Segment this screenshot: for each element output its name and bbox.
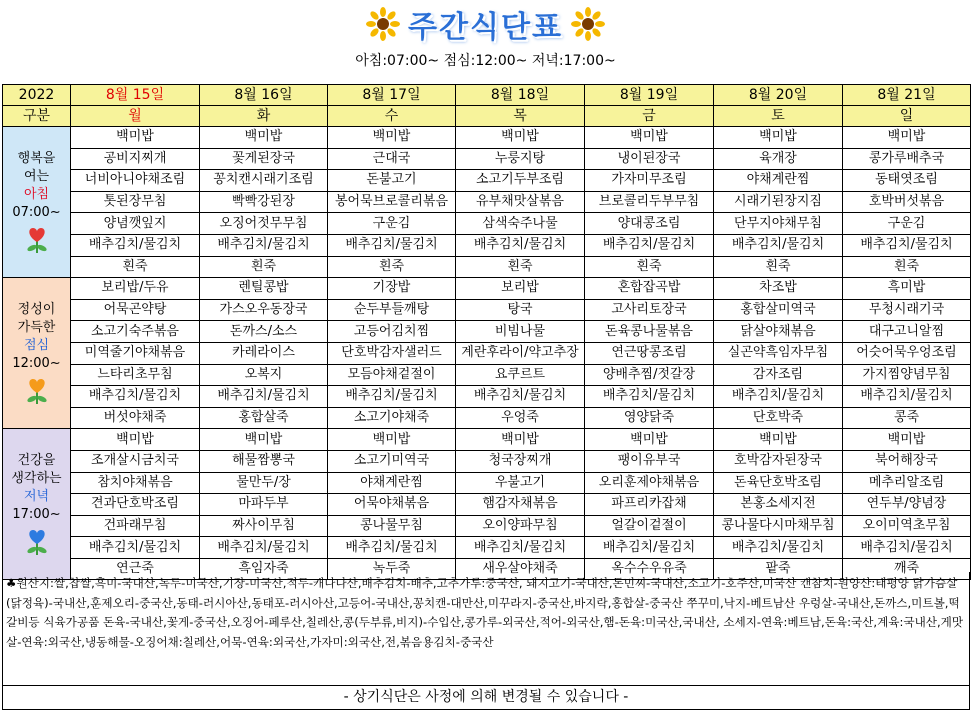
- dinner-menu-item: 소고기미역국: [328, 450, 456, 472]
- lunch-menu-item: 느타리초무침: [71, 364, 200, 386]
- dinner-row: [3, 450, 971, 472]
- weekday-cell: 토: [714, 106, 843, 127]
- dinner-menu-item: 해물짬뽕국: [200, 450, 328, 472]
- breakfast-menu-item: 공비지찌개: [71, 148, 200, 170]
- lunch-menu-item: 비빔나물: [456, 321, 585, 343]
- lunch-menu-item: 렌틸콩밥: [200, 278, 328, 300]
- breakfast-row: [3, 234, 971, 256]
- dinner-menu-item: 오이양파무침: [456, 515, 585, 537]
- sunflower-icon: [571, 7, 605, 41]
- dinner-menu-item: 오이미역초무침: [843, 515, 971, 537]
- breakfast-menu-item: 봉어묵브로콜리볶음: [328, 191, 456, 213]
- lunch-menu-item: 양배추찜/젓갈장: [585, 364, 714, 386]
- lunch-menu-item: 흑미밥: [843, 278, 971, 300]
- dinner-menu-item: 짜사이무침: [200, 515, 328, 537]
- dinner-menu-item: 참치야채볶음: [71, 472, 200, 494]
- dinner-menu-item: 백미밥: [456, 429, 585, 451]
- lunch-menu-item: 연근땅콩조림: [585, 342, 714, 364]
- lunch-menu-item: 고사리토장국: [585, 299, 714, 321]
- dinner-menu-item: 본홍소세지전: [714, 494, 843, 516]
- breakfast-row: [3, 170, 971, 192]
- dinner-menu-item: 배추김치/물김치: [843, 537, 971, 559]
- dinner-menu-item: 물만두/장: [200, 472, 328, 494]
- date-cell: 8월 15일: [71, 85, 200, 106]
- breakfast-menu-item: 콩가루배추국: [843, 148, 971, 170]
- breakfast-row: [3, 127, 971, 149]
- dinner-menu-item: 백미밥: [714, 429, 843, 451]
- lunch-row: [3, 342, 971, 364]
- breakfast-menu-item: 백미밥: [71, 127, 200, 149]
- category-header: 구분: [3, 106, 71, 127]
- lunch-menu-item: 홍합살죽: [200, 407, 328, 429]
- dinner-menu-item: 배추김치/물김치: [200, 537, 328, 559]
- dinner-menu-item: 배추김치/물김치: [714, 537, 843, 559]
- breakfast-menu-item: 단무지야채무침: [714, 213, 843, 235]
- lunch-menu-item: 배추김치/물김치: [200, 386, 328, 408]
- weekday-cell: 금: [585, 106, 714, 127]
- lunch-menu-item: 혼합잡곡밥: [585, 278, 714, 300]
- lunch-menu-item: 콩죽: [843, 407, 971, 429]
- breakfast-menu-item: 삼색숙주나물: [456, 213, 585, 235]
- lunch-menu-item: 차조밥: [714, 278, 843, 300]
- breakfast-menu-item: 가자미무조림: [585, 170, 714, 192]
- dinner-row: [3, 429, 971, 451]
- blue-heart-flower-icon: [22, 528, 52, 556]
- dinner-label-time: 17:00~: [12, 507, 61, 523]
- dinner-menu-item: 북어해장국: [843, 450, 971, 472]
- dinner-menu-item: 녹두죽: [328, 558, 456, 580]
- breakfast-menu-item: 흰죽: [714, 256, 843, 278]
- breakfast-menu-item: 배추김치/물김치: [328, 234, 456, 256]
- breakfast-row: [3, 256, 971, 278]
- lunch-label-time: 12:00~: [12, 356, 61, 372]
- lunch-row: [3, 278, 971, 300]
- breakfast-row: [3, 148, 971, 170]
- lunch-menu-item: 대구고니알찜: [843, 321, 971, 343]
- date-row: [3, 85, 971, 106]
- dinner-menu-item: 조개살시금치국: [71, 450, 200, 472]
- dinner-menu-item: 연근죽: [71, 558, 200, 580]
- date-cell: 8월 16일: [200, 85, 328, 106]
- weekday-cell: 월: [71, 106, 200, 127]
- breakfast-menu-item: 배추김치/물김치: [585, 234, 714, 256]
- dinner-menu-item: 야채계란찜: [328, 472, 456, 494]
- date-cell: 8월 21일: [843, 85, 971, 106]
- dinner-menu-item: 우불고기: [456, 472, 585, 494]
- date-cell: 8월 20일: [714, 85, 843, 106]
- breakfast-row: [3, 213, 971, 235]
- lunch-menu-item: 어묵곤약탕: [71, 299, 200, 321]
- breakfast-menu-item: 근대국: [328, 148, 456, 170]
- breakfast-menu-item: 호박버섯볶음: [843, 191, 971, 213]
- dinner-label-meal: 저녁: [23, 489, 50, 505]
- breakfast-menu-item: 구운김: [328, 213, 456, 235]
- lunch-menu-item: 배추김치/물김치: [585, 386, 714, 408]
- lunch-menu-item: 미역줄기야채볶음: [71, 342, 200, 364]
- breakfast-menu-item: 꽁치캔시래기조림: [200, 170, 328, 192]
- weekday-row: [3, 106, 971, 127]
- breakfast-menu-item: 양대콩조림: [585, 213, 714, 235]
- footer-note: - 상기식단은 사정에 의해 변경될 수 있습니다 -: [2, 686, 970, 710]
- dinner-menu-item: 오리훈제야채볶음: [585, 472, 714, 494]
- lunch-row: [3, 386, 971, 408]
- lunch-menu-item: 오복지: [200, 364, 328, 386]
- lunch-menu-item: 배추김치/물김치: [328, 386, 456, 408]
- dinner-menu-item: 백미밥: [843, 429, 971, 451]
- orange-heart-flower-icon: [22, 377, 52, 405]
- dinner-row: [3, 494, 971, 516]
- breakfast-menu-item: 흰죽: [456, 256, 585, 278]
- title-row: [0, 4, 971, 44]
- dinner-menu-item: 건파래무침: [71, 515, 200, 537]
- meal-times: 아침:07:00~ 점심:12:00~ 저녁:17:00~: [355, 53, 616, 69]
- origin-notice: ♣원산지:쌀,찹쌀,흑미-국내산,녹두-미국산,기장-미국산,적두-캐나다산,배추김치-배추,고추가루:중국산, 돼지고기-국내산,돈민찌-국내산,소고기-호주산,미국산 캔참치-원양산:태평양 닭가슴살(닭정육)-국내산,훈제오리-중국산,동태-러시아산,동태포-러시아산,고등어-국내산,꽁치캔-대만산,미꾸라지-중국산,바지락,홍합살-중국산 쭈꾸미,낙지-베트남산 우렁살-국내산,돈까스,미트볼,떡갈비등 식육가공품 돈육-국내산,꽃게-중국산,오징어-페루산,칠레산,콩(두부류,비지)-수입산,콩가루-외국산,적어-외국산,햄-돈육:미국산,국내산, 소세지-연육:베트남,돈육:국산,계육:국내산,게맛살-연육:외국산,냉동해물-오징어채:칠레산,어묵-연육:외국산,가자미:외국산,전,볶음용김치-중국산: [2, 572, 970, 686]
- date-cell: 8월 18일: [456, 85, 585, 106]
- lunch-menu-item: 모듬야채겉절이: [328, 364, 456, 386]
- breakfast-menu-item: 배추김치/물김치: [200, 234, 328, 256]
- dinner-menu-item: 배추김치/물김치: [328, 537, 456, 559]
- lunch-menu-item: 어슷어묵우엉조림: [843, 342, 971, 364]
- red-heart-flower-icon: [22, 226, 52, 254]
- breakfast-menu-item: 흰죽: [585, 256, 714, 278]
- breakfast-menu-item: 백미밥: [200, 127, 328, 149]
- lunch-menu-item: 보리밥: [456, 278, 585, 300]
- breakfast-menu-item: 누룽지탕: [456, 148, 585, 170]
- breakfast-menu-item: 톳된장무침: [71, 191, 200, 213]
- lunch-menu-item: 요쿠르트: [456, 364, 585, 386]
- dinner-menu-item: 견과단호박조림: [71, 494, 200, 516]
- dinner-menu-item: 백미밥: [585, 429, 714, 451]
- dinner-label: [3, 429, 71, 580]
- lunch-row: [3, 321, 971, 343]
- dinner-menu-item: 호박감자된장국: [714, 450, 843, 472]
- lunch-label-meal: 점심: [23, 338, 50, 354]
- breakfast-menu-item: 백미밥: [456, 127, 585, 149]
- lunch-menu-item: 감자조림: [714, 364, 843, 386]
- page-header: [0, 0, 971, 82]
- lunch-label: [3, 278, 71, 429]
- lunch-menu-item: 단호박죽: [714, 407, 843, 429]
- lunch-menu-item: 소고기숙주볶음: [71, 321, 200, 343]
- breakfast-label-line2: 여는: [23, 169, 50, 185]
- dinner-menu-item: 백미밥: [71, 429, 200, 451]
- dinner-menu-item: 깨죽: [843, 558, 971, 580]
- dinner-menu-item: 배추김치/물김치: [71, 537, 200, 559]
- lunch-label-line1: 정성이: [17, 302, 56, 318]
- breakfast-menu-item: 백미밥: [714, 127, 843, 149]
- dinner-menu-item: 청국장찌개: [456, 450, 585, 472]
- breakfast-menu-item: 빡빡강된장: [200, 191, 328, 213]
- lunch-menu-item: 고등어김치찜: [328, 321, 456, 343]
- breakfast-label-time: 07:00~: [12, 205, 61, 221]
- breakfast-label: [3, 127, 71, 278]
- lunch-menu-item: 소고기야채죽: [328, 407, 456, 429]
- dinner-menu-item: 어묵야채볶음: [328, 494, 456, 516]
- dinner-menu-item: 콩나물무침: [328, 515, 456, 537]
- breakfast-menu-item: 꽃게된장국: [200, 148, 328, 170]
- dinner-menu-item: 새우살야채죽: [456, 558, 585, 580]
- dinner-menu-item: 팽이유부국: [585, 450, 714, 472]
- lunch-menu-item: 가스오우동장국: [200, 299, 328, 321]
- lunch-menu-item: 홍합살미역국: [714, 299, 843, 321]
- breakfast-menu-item: 냉이된장국: [585, 148, 714, 170]
- breakfast-menu-item: 백미밥: [585, 127, 714, 149]
- dinner-label-line2: 생각하는: [11, 471, 62, 487]
- lunch-menu-item: 탕국: [456, 299, 585, 321]
- date-cell: 8월 17일: [328, 85, 456, 106]
- lunch-menu-item: 무청시래기국: [843, 299, 971, 321]
- lunch-menu-item: 영양닭죽: [585, 407, 714, 429]
- dinner-menu-item: 배추김치/물김치: [456, 537, 585, 559]
- dinner-menu-item: 옥수수우유죽: [585, 558, 714, 580]
- breakfast-menu-item: 흰죽: [328, 256, 456, 278]
- lunch-row: [3, 299, 971, 321]
- breakfast-menu-item: 흰죽: [843, 256, 971, 278]
- dinner-menu-item: 마파두부: [200, 494, 328, 516]
- dinner-menu-item: 백미밥: [200, 429, 328, 451]
- lunch-menu-item: 기장밥: [328, 278, 456, 300]
- lunch-menu-item: 돈육콩나물볶음: [585, 321, 714, 343]
- date-cell: 8월 19일: [585, 85, 714, 106]
- dinner-row: [3, 515, 971, 537]
- lunch-menu-item: 돈까스/소스: [200, 321, 328, 343]
- dinner-menu-item: 햄감자채볶음: [456, 494, 585, 516]
- sunflower-icon: [366, 7, 400, 41]
- lunch-menu-item: 버섯야채죽: [71, 407, 200, 429]
- dinner-menu-item: 메추리알조림: [843, 472, 971, 494]
- breakfast-menu-item: 동태엿조림: [843, 170, 971, 192]
- breakfast-menu-item: 배추김치/물김치: [843, 234, 971, 256]
- dinner-menu-item: 돈육단호박조림: [714, 472, 843, 494]
- dinner-menu-item: 흑임자죽: [200, 558, 328, 580]
- breakfast-menu-item: 돈불고기: [328, 170, 456, 192]
- breakfast-label-meal: 아침: [23, 187, 50, 203]
- breakfast-menu-item: 배추김치/물김치: [71, 234, 200, 256]
- breakfast-menu-item: 브로콜리두부무침: [585, 191, 714, 213]
- weekday-cell: 수: [328, 106, 456, 127]
- lunch-menu-item: 배추김치/물김치: [714, 386, 843, 408]
- breakfast-menu-item: 야채계란찜: [714, 170, 843, 192]
- breakfast-menu-item: 구운김: [843, 213, 971, 235]
- breakfast-menu-item: 배추김치/물김치: [456, 234, 585, 256]
- lunch-menu-item: 카레라이스: [200, 342, 328, 364]
- breakfast-menu-item: 너비아니야채조림: [71, 170, 200, 192]
- breakfast-menu-item: 배추김치/물김치: [714, 234, 843, 256]
- breakfast-menu-item: 육개장: [714, 148, 843, 170]
- breakfast-menu-item: 유부채맛살볶음: [456, 191, 585, 213]
- lunch-label-line2: 가득한: [17, 320, 56, 336]
- dinner-menu-item: 콩나물다시마채무침: [714, 515, 843, 537]
- lunch-menu-item: 우엉죽: [456, 407, 585, 429]
- breakfast-label-line1: 행복을: [17, 151, 56, 167]
- weekday-cell: 목: [456, 106, 585, 127]
- dinner-menu-item: 연두부/양념장: [843, 494, 971, 516]
- breakfast-menu-item: 백미밥: [843, 127, 971, 149]
- dinner-menu-item: 백미밥: [328, 429, 456, 451]
- dinner-row: [3, 537, 971, 559]
- lunch-menu-item: 가지찜양념무침: [843, 364, 971, 386]
- lunch-row: [3, 364, 971, 386]
- lunch-row: [3, 407, 971, 429]
- dinner-menu-item: 파프리카잡채: [585, 494, 714, 516]
- breakfast-row: [3, 191, 971, 213]
- dinner-label-line1: 건강을: [17, 453, 56, 469]
- lunch-menu-item: 배추김치/물김치: [71, 386, 200, 408]
- weekday-cell: 일: [843, 106, 971, 127]
- breakfast-menu-item: 시래기된장지짐: [714, 191, 843, 213]
- lunch-menu-item: 단호박감자샐러드: [328, 342, 456, 364]
- dinner-menu-item: 얼갈이겉절이: [585, 515, 714, 537]
- dinner-row: [3, 472, 971, 494]
- breakfast-menu-item: 오징어젓무무침: [200, 213, 328, 235]
- weekly-menu-table: [2, 84, 971, 580]
- dinner-menu-item: 팥죽: [714, 558, 843, 580]
- lunch-menu-item: 순두부들깨탕: [328, 299, 456, 321]
- weekday-cell: 화: [200, 106, 328, 127]
- lunch-menu-item: 실곤약흑임자무침: [714, 342, 843, 364]
- lunch-menu-item: 보리밥/두유: [71, 278, 200, 300]
- lunch-menu-item: 계란후라이/약고추장: [456, 342, 585, 364]
- page-title: 주간식단표: [408, 10, 563, 45]
- breakfast-menu-item: 흰죽: [71, 256, 200, 278]
- breakfast-menu-item: 백미밥: [328, 127, 456, 149]
- lunch-menu-item: 배추김치/물김치: [843, 386, 971, 408]
- breakfast-menu-item: 양념깻잎지: [71, 213, 200, 235]
- dinner-menu-item: 배추김치/물김치: [585, 537, 714, 559]
- year-cell: 2022: [3, 85, 71, 106]
- breakfast-menu-item: 흰죽: [200, 256, 328, 278]
- breakfast-menu-item: 소고기두부조림: [456, 170, 585, 192]
- lunch-menu-item: 닭살야채볶음: [714, 321, 843, 343]
- lunch-menu-item: 배추김치/물김치: [456, 386, 585, 408]
